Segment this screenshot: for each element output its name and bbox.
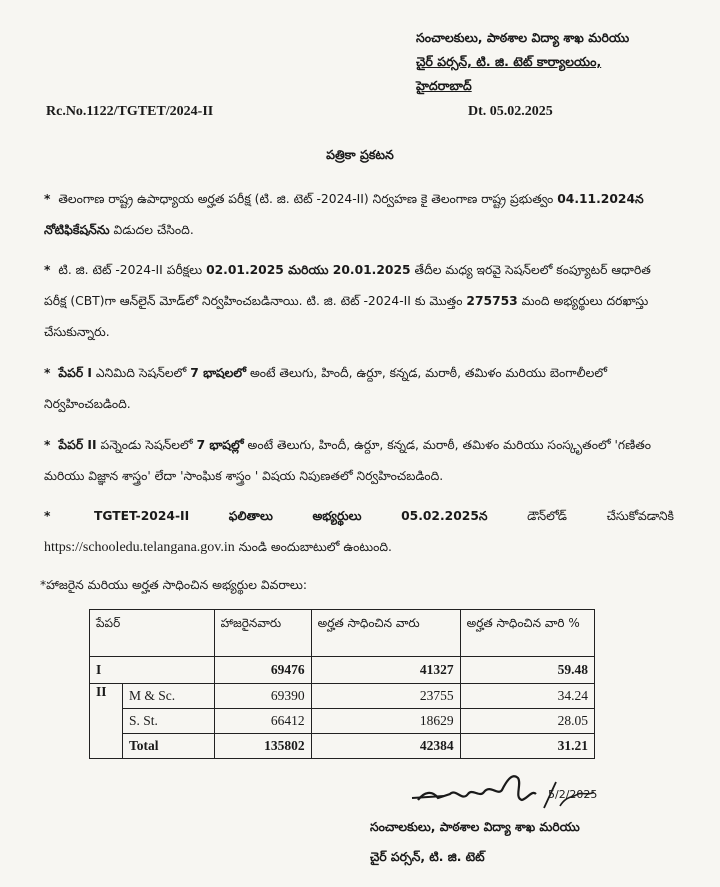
table-row-total <box>90 734 595 759</box>
p2-text-b: 02.01.2025 మరియు 20.01.2025 <box>206 263 411 277</box>
p2-text-a: టి. జి. టెట్ -2024-II పరీక్షలు <box>58 263 203 277</box>
p4-text-a: పేపర్ II <box>58 438 97 452</box>
p3-text-d: అంటే తెలుగు, హిందీ, ఉర్దూ, కన్నడ, మరాఠీ, తమిళం మరియు బెంగాలీలలో నిర్వహించబడింది. <box>44 366 607 411</box>
reference-number: Rc.No.1122/TGTET/2024-II <box>46 104 214 119</box>
paper-2-sst-appeared: 66412 <box>214 709 311 734</box>
paper-1-appeared: 69476 <box>214 657 311 684</box>
table-header-row <box>90 610 595 657</box>
paper-2-sst-label: S. St. <box>123 709 215 734</box>
table-row-paper-2-sst <box>90 709 595 734</box>
header-appeared: హాజరైనవారు <box>214 610 311 657</box>
bullet-star: * <box>44 438 51 452</box>
paragraph-paper-1 <box>44 358 674 420</box>
header-paper: పేపర్ <box>90 610 215 657</box>
signature-date: 5/2/2025 <box>548 788 598 801</box>
p2-text-c: తేదీల మధ్య ఇరవై సెషన్‌లలో కంప్యూటర్ ఆధారిత పరీక్ష (CBT)గా ఆన్‌లైన్ మోడ్‌లో నిర్వహించబడినాయి. టి. జి. టెట్ -2024-II కు మొత్తం <box>44 263 651 308</box>
paragraph-results <box>44 501 674 563</box>
p5-text-g: నుండి అందుబాటులో ఉంటుంది. <box>238 540 392 554</box>
paper-2-sst-percent: 28.05 <box>460 709 594 734</box>
p5-text-f: చేసుకోవడానికి <box>606 509 674 523</box>
p3-text-b: ఎనిమిది సెషన్‌లలో <box>95 366 187 380</box>
total-appeared: 135802 <box>214 734 311 759</box>
header-percent: అర్హత సాధించిన వారి % <box>460 610 594 657</box>
paper-2-msc-label: M & Sc. <box>123 684 215 709</box>
office-line-2: చైర్ పర్సన్, టి. జి. టెట్ కార్యాలయం, <box>416 54 602 69</box>
p4-text-d: అంటే తెలుగు, హిందీ, ఉర్దూ, కన్నడ, మరాఠీ, తమిళం మరియు సంస్కృతంలో 'గణితం మరియు విజ్ఞాన శాస్త్రం' లేదా 'సాంఘిక శాస్త్రం ' విషయ నిపుణతలో నిర్వహించబడింది. <box>44 438 652 483</box>
total-label: Total <box>123 734 215 759</box>
p2-text-d: 275753 <box>466 294 518 308</box>
table-row-paper-1 <box>90 657 595 684</box>
paper-2-msc-percent: 34.24 <box>460 684 594 709</box>
office-line-3: హైదరాబాద్ <box>416 78 472 93</box>
header-qualified: అర్హత సాధించిన వారు <box>311 610 460 657</box>
paper-2-label: II <box>90 684 123 759</box>
paper-2-msc-appeared: 69390 <box>214 684 311 709</box>
results-table <box>89 609 595 759</box>
total-percent: 31.21 <box>460 734 594 759</box>
signer-line-2: చైర్ పర్సన్, టి. జి. టెట్ <box>370 850 485 864</box>
p1-text-b: 04.11.2024న నోటిఫికేషన్‌ను <box>44 192 644 237</box>
p1-text-c: విడుదల చేసింది. <box>113 223 194 237</box>
paragraph-paper-2 <box>44 430 674 492</box>
p3-text-a: పేపర్ I <box>58 366 92 380</box>
bullet-star: * <box>44 366 51 380</box>
p1-text-a: తెలంగాణ రాష్ట్ర ఉపాధ్యాయ అర్హత పరీక్ష (టి. జి. టెట్ -2024-II) నిర్వహణ కై తెలంగాణ రాష్ట్ర ప్రభుత్వం <box>58 192 554 206</box>
paper-1-percent: 59.48 <box>460 657 594 684</box>
signature-image <box>410 768 600 818</box>
bullet-star: * <box>44 509 51 523</box>
results-url[interactable]: https://schooledu.telangana.gov.in <box>44 540 235 555</box>
p5-text-d: 05.02.2025న <box>401 509 488 523</box>
p5-text-c: అభ్యర్థులు <box>312 509 362 523</box>
p3-text-c: 7 భాషలలో <box>190 366 247 380</box>
p5-text-e: డౌన్‌లోడ్ <box>527 509 568 523</box>
signer-line-1: సంచాలకులు, పాఠశాల విద్యా శాఖ మరియు <box>370 820 580 834</box>
paper-2-msc-qualified: 23755 <box>311 684 460 709</box>
signer-block <box>370 812 580 872</box>
table-row-paper-2-msc <box>90 684 595 709</box>
p2-text-e: మంది అభ్యర్థులు దరఖాస్తు చేసుకున్నారు. <box>44 294 649 339</box>
table-title <box>40 578 307 595</box>
paragraph-exam-dates <box>44 255 674 348</box>
p4-text-c: 7 భాషల్లో <box>196 438 244 452</box>
paper-1-qualified: 41327 <box>311 657 460 684</box>
paper-1-label: I <box>90 657 215 684</box>
document-date: Dt. 05.02.2025 <box>468 104 553 119</box>
bullet-star: * <box>40 578 47 592</box>
p4-text-b: పన్నెండు సెషన్‌లలో <box>100 438 193 452</box>
document-title: పత్రికా ప్రకటన <box>326 147 394 162</box>
paragraph-notification <box>44 184 674 246</box>
office-address <box>416 26 629 98</box>
paper-2-sst-qualified: 18629 <box>311 709 460 734</box>
p5-text-b: ఫలితాలు <box>228 509 273 523</box>
total-qualified: 42384 <box>311 734 460 759</box>
office-line-1: సంచాలకులు, పాఠశాల విద్యా శాఖ మరియు <box>416 30 630 45</box>
table-title-text: హాజరైన మరియు అర్హత సాధించిన అభ్యర్థుల వివరాలు: <box>46 578 307 592</box>
bullet-star: * <box>44 263 51 277</box>
bullet-star: * <box>44 192 51 206</box>
p5-text-a: TGTET-2024-II <box>93 509 190 523</box>
